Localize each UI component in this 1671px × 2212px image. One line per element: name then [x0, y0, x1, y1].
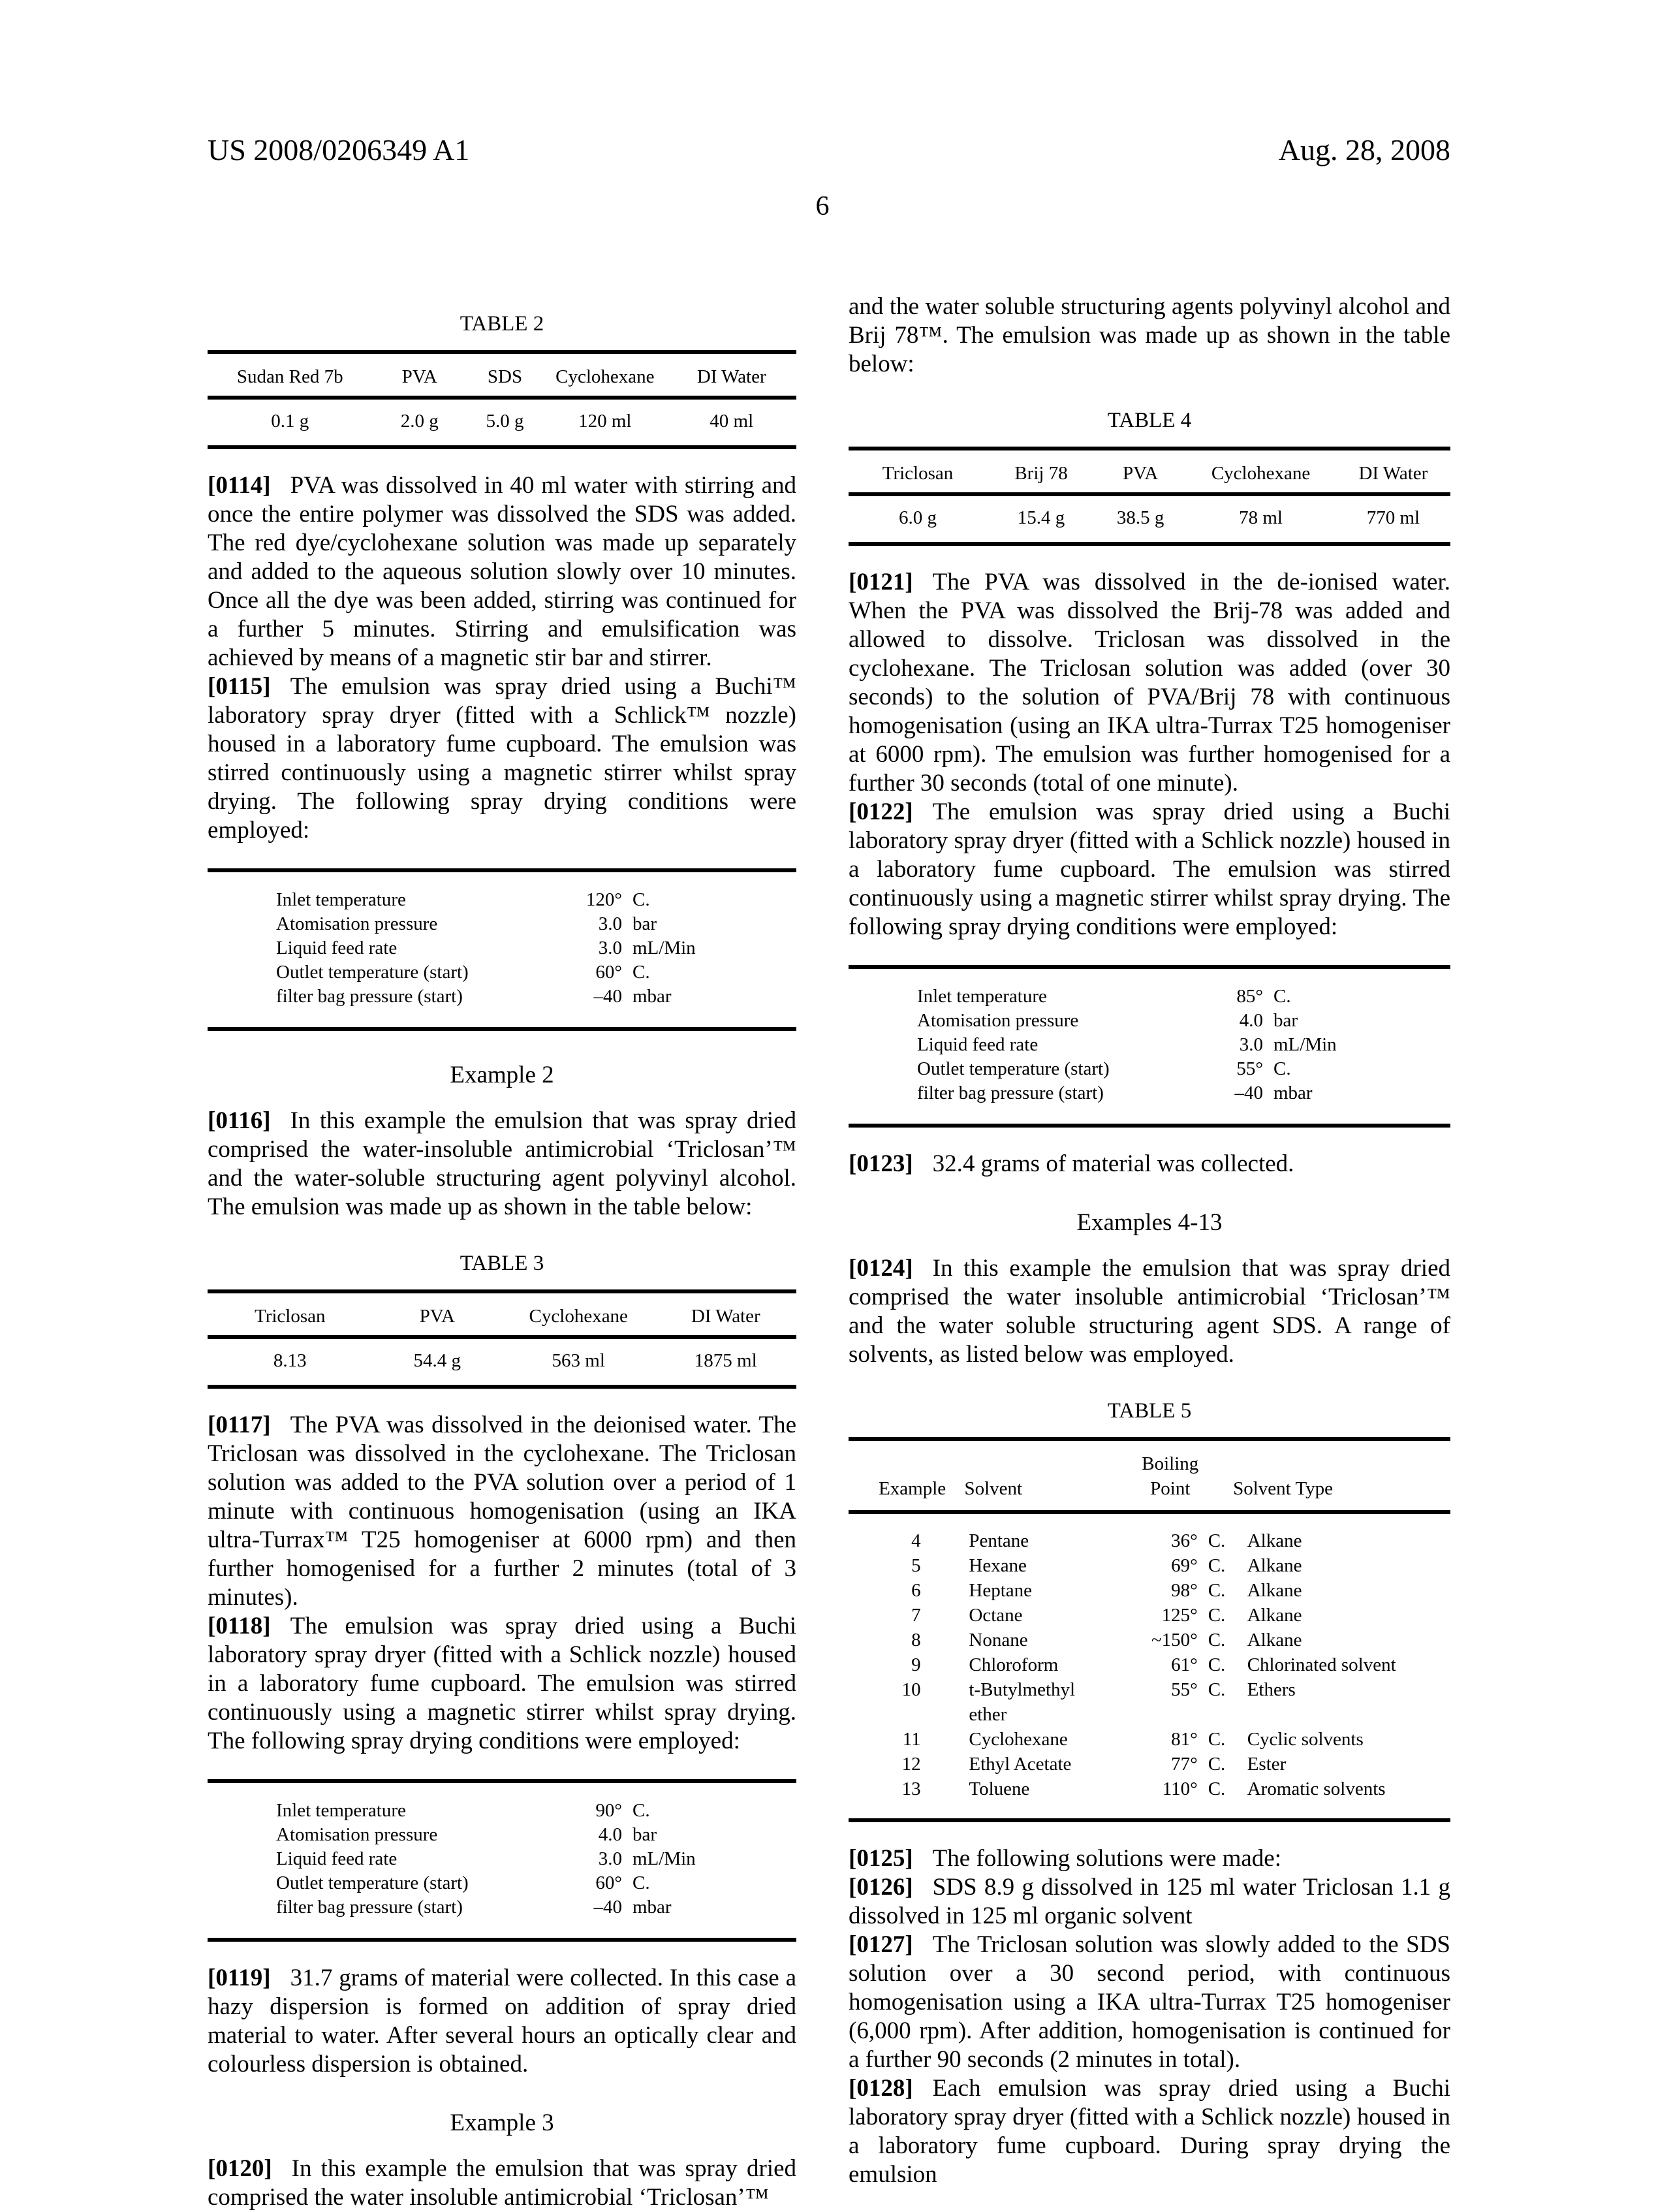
boiling-point: 110°	[1162, 1778, 1198, 1799]
solvent-type: Cyclic solvents	[1247, 1729, 1364, 1750]
condition-row	[208, 1823, 796, 1847]
spray-conditions-table-2	[208, 1779, 796, 1942]
table5-body	[849, 1514, 1450, 1822]
paragraph-0128	[849, 2074, 1450, 2189]
table5-header-solvent-type: Solvent Type	[1233, 1478, 1334, 1499]
paragraph-0114	[208, 471, 796, 672]
table3-caption: TABLE 3	[460, 1252, 544, 1275]
condition-label: Liquid feed rate	[276, 1848, 398, 1869]
paragraph-0126	[849, 1873, 1450, 1931]
table2-data-row	[208, 400, 796, 445]
condition-label: Inlet temperature	[917, 986, 1047, 1007]
publication-number: US 2008/0206349 A1	[208, 133, 470, 166]
paragraph-number: [0116]	[208, 1107, 271, 1134]
table2-cell: 120 ml	[578, 411, 632, 432]
paragraph-number: [0118]	[208, 1613, 271, 1639]
paragraph-text: PVA was dissolved in 40 ml water with stirring and once the entire polymer was dissolved the SDS was added. The red dye/cyclohexane solution was made up separately and added to the aqueous solution slowly over 10 minutes. Once all the dye was been added, stirring was continued for a further 5 minutes. Stirring and emulsification was achieved by means of a magnetic stir bar and stirrer.	[208, 472, 796, 671]
table3-cell: 54.4 g	[413, 1350, 461, 1371]
condition-unit: mbar	[632, 986, 672, 1007]
condition-row	[208, 1799, 796, 1823]
table4-cell: 15.4 g	[1017, 507, 1065, 528]
boiling-point: ~150°	[1151, 1630, 1198, 1651]
condition-row	[208, 1895, 796, 1920]
paragraph-text: The PVA was dissolved in the deionised water. The Triclosan was dissolved in the cyclohexane. The Triclosan solution was added to the PVA solution over a period of 1 minute with continuous homogenisation (using an IKA ultra-Turrax™ T25 homogeniser at 6000 rpm) and then further homogenised for a further 2 minutes (total of 3 minutes).	[208, 1412, 796, 1611]
table5-header-boiling: Boiling	[1142, 1453, 1199, 1474]
boiling-point: 77°	[1171, 1754, 1198, 1775]
condition-row	[208, 1871, 796, 1895]
paragraph-text: The PVA was dissolved in the de-ionised water. When the PVA was dissolved the Brij-78 was added and allowed to dissolve. Triclosan was dissolved in the cyclohexane. The Triclosan solution was added (over 30 seconds) to the solution of PVA/Brij 78 with continuous homogenisation (using an IKA ultra-Turrax T25 homogeniser at 6000 rpm). The emulsion was further homogenised for a further 30 seconds (total of one minute).	[849, 569, 1450, 797]
paragraph-0117	[208, 1411, 796, 1612]
boiling-point: 69°	[1171, 1555, 1198, 1576]
table4	[849, 447, 1450, 546]
paragraph-number: [0123]	[849, 1150, 913, 1177]
boiling-point-unit: C.	[1208, 1605, 1226, 1626]
table4-header-cell: Brij 78	[1014, 463, 1068, 484]
boiling-point-unit: C.	[1208, 1778, 1226, 1799]
table-row	[849, 1727, 1450, 1752]
spray-conditions-table-3	[849, 965, 1450, 1128]
table2-header-cell: Cyclohexane	[555, 366, 655, 387]
paragraph-number: [0125]	[849, 1845, 913, 1872]
example-number: 8	[911, 1630, 921, 1651]
table2-cell: 40 ml	[710, 411, 754, 432]
paragraph-text: The Triclosan solution was slowly added to the SDS solution over a 30 second period, with continuous homogenisation using a IKA ultra-Turrax T25 homogeniser (6,000 rpm). After addition, homogenisation is continued for a further 90 seconds (2 minutes in total).	[849, 1931, 1450, 2073]
paragraph-number: [0114]	[208, 472, 271, 499]
paragraph-number: [0121]	[849, 569, 913, 595]
condition-row	[208, 960, 796, 985]
table3-data-row	[208, 1339, 796, 1385]
solvent-type: Ester	[1247, 1754, 1287, 1775]
table2-caption: TABLE 2	[460, 312, 544, 336]
boiling-point-unit: C.	[1208, 1580, 1226, 1601]
paragraph-0127	[849, 1931, 1450, 2074]
condition-label: filter bag pressure (start)	[276, 986, 463, 1007]
table-row	[849, 1553, 1450, 1578]
example-number: 7	[911, 1605, 921, 1626]
condition-unit: C.	[632, 1872, 650, 1893]
table3-header-cell: DI Water	[691, 1306, 760, 1327]
table4-header-cell: Cyclohexane	[1211, 463, 1311, 484]
condition-value: 60°	[595, 962, 622, 983]
table2-cell: 0.1 g	[271, 411, 309, 432]
paragraph-text: Each emulsion was spray dried using a Buchi laboratory spray dryer (fitted with a Schlick nozzle) housed in a laboratory fume cupboard. During spray drying the emulsion	[849, 2075, 1450, 2188]
condition-unit: C.	[632, 1800, 650, 1821]
boiling-point-unit: C.	[1208, 1630, 1226, 1651]
paragraph-number: [0120]	[208, 2155, 272, 2182]
left-column	[208, 306, 796, 2212]
paragraph-text: The emulsion was spray dried using a Buchi laboratory spray dryer (fitted with a Schlick nozzle) housed in a laboratory fume cupboard. The emulsion was stirred continuously using a magnetic stirrer whilst spray drying. The following spray drying conditions were employed:	[208, 1613, 796, 1754]
paragraph-number: [0128]	[849, 2075, 913, 2102]
table4-cell: 770 ml	[1366, 507, 1420, 528]
table5-header-boiling-point	[1107, 1451, 1233, 1501]
table-row	[849, 1628, 1450, 1652]
condition-value: 4.0	[598, 1824, 622, 1845]
condition-value: 85°	[1236, 986, 1263, 1007]
table5	[849, 1437, 1450, 1822]
table5-header-solvent: Solvent	[964, 1478, 1023, 1499]
boiling-point: 55°	[1171, 1679, 1198, 1700]
boiling-point-unit: C.	[1208, 1654, 1226, 1675]
table4-header-cell: PVA	[1123, 463, 1159, 484]
condition-value: 3.0	[1239, 1034, 1263, 1055]
paragraph-text: In this example the emulsion that was spray dried comprised the water-insoluble antimicrobial ‘Triclosan’™ and the water-soluble structuring agent polyvinyl alcohol. The emulsion was made up as shown in the table below:	[208, 1107, 796, 1220]
table3-header-cell: Cyclohexane	[529, 1306, 628, 1327]
boiling-point: 98°	[1171, 1580, 1198, 1601]
condition-label: Inlet temperature	[276, 1800, 406, 1821]
paragraph-text: In this example the emulsion that was spray dried comprised the water insoluble antimicrobial ‘Triclosan’™	[208, 2155, 796, 2211]
condition-unit: bar	[1273, 1010, 1298, 1031]
condition-label: Atomisation pressure	[276, 1824, 438, 1845]
solvent-type: Alkane	[1247, 1580, 1302, 1601]
table4-cell: 6.0 g	[899, 507, 937, 528]
boiling-point-unit: C.	[1208, 1530, 1226, 1551]
paragraph-0124	[849, 1254, 1450, 1369]
table4-header-row	[849, 450, 1450, 496]
table3-cell: 563 ml	[552, 1350, 605, 1371]
paragraph-text: The emulsion was spray dried using a Buchi laboratory spray dryer (fitted with a Schlick nozzle) housed in a laboratory fume cupboard. The emulsion was stirred continuously using a magnetic stirrer whilst spray drying. The following spray drying conditions were employed:	[849, 798, 1450, 940]
table-row	[849, 1677, 1450, 1727]
table3	[208, 1289, 796, 1389]
boiling-point: 61°	[1171, 1654, 1198, 1675]
example-number: 11	[902, 1729, 921, 1750]
solvent-name: Octane	[969, 1605, 1023, 1626]
condition-label: filter bag pressure (start)	[276, 1897, 463, 1918]
condition-value: 90°	[595, 1800, 622, 1821]
boiling-point: 81°	[1171, 1729, 1198, 1750]
condition-unit: mbar	[1273, 1082, 1313, 1103]
examples-4-13-heading: Examples 4-13	[1076, 1209, 1223, 1236]
table4-caption: TABLE 4	[1107, 409, 1192, 432]
solvent-name: Cyclohexane	[969, 1729, 1068, 1750]
paragraph-0115	[208, 672, 796, 845]
condition-value: 60°	[595, 1872, 622, 1893]
paragraph-number: [0122]	[849, 798, 913, 825]
condition-value: 3.0	[598, 1848, 622, 1869]
condition-label: filter bag pressure (start)	[917, 1082, 1104, 1103]
condition-unit: mL/Min	[1273, 1034, 1337, 1055]
table2-header-cell: PVA	[401, 366, 437, 387]
paragraph-text: SDS 8.9 g dissolved in 125 ml water Triclosan 1.1 g dissolved in 125 ml organic solvent	[849, 1874, 1450, 1929]
condition-row	[208, 936, 796, 960]
solvent-name: Pentane	[969, 1530, 1029, 1551]
paragraph-0116	[208, 1107, 796, 1222]
example-number: 9	[911, 1654, 921, 1675]
publication-date: Aug. 28, 2008	[1278, 133, 1450, 166]
table5-header-example: Example	[879, 1478, 946, 1499]
paragraph-number: [0115]	[208, 673, 271, 700]
condition-row	[208, 985, 796, 1009]
paragraph-0121	[849, 568, 1450, 798]
example-number: 13	[901, 1778, 921, 1799]
example-number: 10	[901, 1679, 921, 1700]
condition-row	[208, 1847, 796, 1871]
solvent-name	[969, 1677, 1113, 1727]
condition-unit: mL/Min	[632, 1848, 696, 1869]
paragraph-number: [0124]	[849, 1255, 913, 1282]
table3-cell: 1875 ml	[694, 1350, 757, 1371]
paragraph-text: and the water soluble structuring agents polyvinyl alcohol and Brij 78™. The emulsion was made up as shown in the table below:	[849, 293, 1450, 377]
condition-label: Outlet temperature (start)	[276, 1872, 469, 1893]
condition-unit: bar	[632, 913, 657, 934]
paragraph-0125	[849, 1844, 1450, 1873]
boiling-point-unit: C.	[1208, 1754, 1226, 1775]
solvent-type: Chlorinated solvent	[1247, 1654, 1396, 1675]
condition-label: Liquid feed rate	[276, 938, 398, 958]
table4-header-cell: DI Water	[1358, 463, 1428, 484]
table4-header-cell: Triclosan	[882, 463, 954, 484]
solvent-name: Toluene	[969, 1778, 1030, 1799]
condition-label: Outlet temperature (start)	[276, 962, 469, 983]
table5-caption: TABLE 5	[1107, 1399, 1192, 1423]
condition-row	[208, 912, 796, 936]
table2	[208, 350, 796, 449]
condition-unit: mL/Min	[632, 938, 696, 958]
solvent-type: Ethers	[1247, 1679, 1296, 1700]
solvent-name: Heptane	[969, 1580, 1032, 1601]
paragraph-0120	[208, 2155, 796, 2212]
paragraph-0118	[208, 1612, 796, 1756]
solvent-type: Alkane	[1247, 1630, 1302, 1651]
paragraph-0123	[849, 1150, 1450, 1178]
condition-label: Outlet temperature (start)	[917, 1058, 1110, 1079]
table3-header-row	[208, 1293, 796, 1339]
table2-header-cell: SDS	[487, 366, 523, 387]
table5-header-point: Point	[1150, 1478, 1191, 1499]
condition-value: 3.0	[598, 913, 622, 934]
table4-cell: 38.5 g	[1116, 507, 1164, 528]
solvent-type: Alkane	[1247, 1555, 1302, 1576]
solvent-name-line1: t-Butylmethyl	[969, 1679, 1076, 1700]
paragraph-0122	[849, 798, 1450, 941]
table-row	[849, 1578, 1450, 1603]
example-number: 4	[911, 1530, 921, 1551]
table-row	[849, 1652, 1450, 1677]
condition-label: Atomisation pressure	[917, 1010, 1079, 1031]
condition-value: 4.0	[1239, 1010, 1263, 1031]
paragraph-text: The following solutions were made:	[932, 1845, 1281, 1872]
right-column	[849, 292, 1450, 2189]
paragraph-continuation	[849, 292, 1450, 379]
paragraph-text: In this example the emulsion that was spray dried comprised the water insoluble antimicrobial ‘Triclosan’™ and the water soluble structuring agent SDS. A range of solvents, as listed below was employed.	[849, 1255, 1450, 1368]
condition-value: –40	[593, 1897, 622, 1918]
condition-row	[849, 1009, 1450, 1033]
boiling-point-unit: C.	[1208, 1729, 1226, 1750]
table2-cell: 2.0 g	[400, 411, 439, 432]
table3-cell: 8.13	[273, 1350, 307, 1371]
example-number: 5	[911, 1555, 921, 1576]
solvent-type: Alkane	[1247, 1530, 1302, 1551]
example2-heading: Example 2	[450, 1062, 554, 1088]
solvent-type: Alkane	[1247, 1605, 1302, 1626]
condition-row	[849, 985, 1450, 1009]
table5-header-row	[849, 1441, 1450, 1514]
page-number: 6	[815, 191, 830, 221]
boiling-point-unit: C.	[1208, 1679, 1226, 1700]
spray-conditions-table-1	[208, 868, 796, 1031]
table-row	[849, 1528, 1450, 1553]
solvent-type: Aromatic solvents	[1247, 1778, 1386, 1799]
condition-row	[849, 1081, 1450, 1105]
page-header	[208, 134, 1450, 167]
condition-unit: C.	[1273, 986, 1291, 1007]
condition-unit: C.	[632, 962, 650, 983]
condition-value: –40	[593, 986, 622, 1007]
paragraph-0119	[208, 1964, 796, 2079]
boiling-point: 36°	[1171, 1530, 1198, 1551]
example-number: 6	[911, 1580, 921, 1601]
table4-cell: 78 ml	[1239, 507, 1283, 528]
paragraph-text: 31.7 grams of material were collected. In this case a hazy dispersion is formed on addition of spray dried material to water. After several hours an optically clear and colourless dispersion is obtained.	[208, 1965, 796, 2078]
condition-value: 120°	[586, 889, 622, 910]
paragraph-text: 32.4 grams of material was collected.	[932, 1150, 1294, 1177]
condition-value: 55°	[1236, 1058, 1263, 1079]
condition-label: Atomisation pressure	[276, 913, 438, 934]
table-row	[849, 1603, 1450, 1628]
condition-unit: mbar	[632, 1897, 672, 1918]
example3-heading: Example 3	[450, 2109, 554, 2136]
paragraph-number: [0126]	[849, 1874, 913, 1901]
condition-row	[849, 1057, 1450, 1081]
boiling-point: 125°	[1161, 1605, 1198, 1626]
table-row	[849, 1752, 1450, 1777]
condition-unit: C.	[632, 889, 650, 910]
solvent-name: Nonane	[969, 1630, 1028, 1651]
condition-row	[208, 888, 796, 912]
solvent-name: Chloroform	[969, 1654, 1059, 1675]
condition-row	[849, 1033, 1450, 1057]
solvent-name: Hexane	[969, 1555, 1027, 1576]
condition-label: Inlet temperature	[276, 889, 406, 910]
table-row	[849, 1777, 1450, 1801]
table4-data-row	[849, 496, 1450, 542]
table2-header-cell: Sudan Red 7b	[236, 366, 343, 387]
table2-header-cell: DI Water	[696, 366, 766, 387]
paragraph-number: [0127]	[849, 1931, 913, 1958]
solvent-name: Ethyl Acetate	[969, 1754, 1072, 1775]
condition-unit: C.	[1273, 1058, 1291, 1079]
condition-value: –40	[1234, 1082, 1263, 1103]
table2-cell: 5.0 g	[486, 411, 524, 432]
condition-label: Liquid feed rate	[917, 1034, 1039, 1055]
table3-header-cell: Triclosan	[255, 1306, 326, 1327]
table3-header-cell: PVA	[419, 1306, 455, 1327]
paragraph-number: [0117]	[208, 1412, 271, 1438]
table2-header-row	[208, 354, 796, 400]
condition-unit: bar	[632, 1824, 657, 1845]
paragraph-text: The emulsion was spray dried using a Buchi™ laboratory spray dryer (fitted with a Schlick™ nozzle) housed in a laboratory fume cupboard. The emulsion was stirred continuously using a magnetic stirrer whilst spray drying. The following spray drying conditions were employed:	[208, 673, 796, 844]
paragraph-number: [0119]	[208, 1965, 271, 1991]
solvent-name-line2: ether	[969, 1704, 1007, 1725]
boiling-point-unit: C.	[1208, 1555, 1226, 1576]
example-number: 12	[901, 1754, 921, 1775]
condition-value: 3.0	[598, 938, 622, 958]
